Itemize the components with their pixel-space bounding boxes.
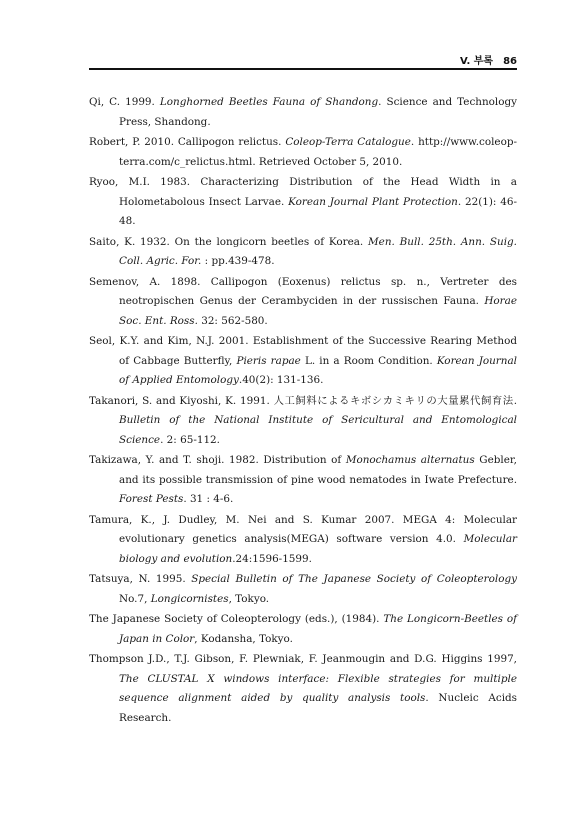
reference-text: Takizawa, Y. and T. shoji. 1982. Distribution of — [89, 454, 346, 466]
reference-text: Takanori, S. and Kiyoshi, K. 1991. 人工飼料によるキボシカミキリの大量累代飼育法. — [89, 394, 517, 407]
reference-title-text: Korean Journal Plant Protection — [288, 195, 458, 208]
page-number: 86 — [503, 56, 517, 67]
reference-title-text: Bulletin of the National Institute of Sericultural and Entomological Science — [119, 414, 517, 446]
reference-text: Seol, K.Y. and Kim, N.J. 2001. Establishment of the Successive Rearing Method of Cabbage Butterfly, — [89, 335, 517, 367]
reference-text: . Nucleic Acids Research. — [119, 692, 517, 724]
reference-entry — [89, 650, 517, 728]
reference-title-text: Special Bulletin of The Japanese Society of Coleopterology — [191, 573, 517, 585]
reference-entry — [89, 133, 517, 172]
reference-entry — [89, 451, 517, 510]
reference-text: Qi, C. 1999. — [89, 96, 160, 108]
running-header — [89, 52, 517, 67]
reference-entry — [89, 392, 517, 451]
reference-text: Robert, P. 2010. Callipogon relictus. — [89, 136, 286, 148]
reference-title-text: Forest Pests — [119, 493, 184, 505]
reference-text: .24:1596-1599. — [232, 552, 312, 565]
reference-title-text: Monochamus alternatus — [345, 454, 475, 466]
reference-entry — [89, 273, 517, 332]
reference-list — [89, 93, 517, 729]
reference-entry — [89, 332, 517, 391]
reference-entry — [89, 511, 517, 570]
reference-text: . 22(1): 46-48. — [119, 195, 518, 227]
reference-text: L. in a Room Condition. — [300, 354, 437, 367]
reference-text: Thompson J.D., T.J. Gibson, F. Plewniak, F. Jeanmougin and D.G. Higgins 1997, — [89, 653, 517, 665]
reference-title-text: Horae Soc. Ent. Ross. — [119, 295, 517, 327]
reference-entry — [89, 173, 517, 232]
reference-entry — [89, 93, 517, 132]
reference-text: : pp.439-478. — [201, 255, 275, 267]
reference-entry — [89, 570, 517, 609]
reference-title-text: The CLUSTAL X windows interface: Flexible strategies for multiple sequence alignment aided by quality analysis tools — [119, 672, 517, 704]
reference-text: . Science and Technology Press, Shandong. — [119, 96, 517, 128]
reference-text: The Japanese Society of Coleopterology (eds.), (1984). — [89, 613, 384, 625]
reference-text: Gebler, and its possible transmission of pine wood nematodes in Iwate Prefecture. — [119, 454, 517, 486]
reference-text: . 2: 65-112. — [160, 433, 220, 446]
reference-entry — [89, 233, 517, 272]
reference-title-text: Longhorned Beetles Fauna of Shandong — [159, 96, 379, 108]
reference-text: , Tokyo. — [228, 592, 270, 605]
reference-text: Tatsuya, N. 1995. — [89, 573, 192, 585]
reference-text: . http://www.coleop-terra.com/c_relictus.html. Retrieved October 5, 2010. — [119, 136, 517, 168]
reference-title-text: Longicornistes — [150, 592, 229, 605]
reference-text: Ryoo, M.I. 1983. Characterizing Distribution of the Head Width in a Holometabolous Insect Larvae. — [89, 176, 517, 208]
reference-title-text: Pieris rapae — [236, 354, 301, 367]
reference-text: .40(2): 131-136. — [238, 374, 324, 386]
reference-title-text: Coleop-Terra Catalogue — [285, 136, 411, 148]
header-rule — [89, 68, 517, 70]
reference-text: . 31 : 4-6. — [183, 493, 234, 505]
section-label: V. 부록 — [460, 56, 494, 67]
reference-text: , Kodansha, Tokyo. — [194, 632, 293, 645]
reference-title-text: Korean Journal of Applied Entomology — [119, 354, 517, 386]
reference-entry — [89, 610, 517, 649]
reference-title-text: Men. Bull. 25th. Ann. Suig. Coll. Agric. For. — [119, 235, 517, 267]
reference-text: Saito, K. 1932. On the longicorn beetles of Korea. — [89, 235, 369, 248]
reference-title-text: The Longicorn-Beetles of Japan in Color — [119, 613, 517, 645]
reference-text: No.7, — [119, 592, 151, 605]
reference-text: 32: 562-580. — [197, 314, 268, 327]
reference-title-text: Molecular biology and evolution — [119, 533, 517, 565]
reference-text: Tamura, K., J. Dudley, M. Nei and S. Kumar 2007. MEGA 4: Molecular evolutionary genetics analysis(MEGA) software version 4.0. — [89, 513, 517, 545]
reference-text: Semenov, A. 1898. Callipogon (Eoxenus) relictus sp. n., Vertreter des neotropischen Genus der Cerambyciden in der russischen Fauna. — [89, 275, 517, 307]
